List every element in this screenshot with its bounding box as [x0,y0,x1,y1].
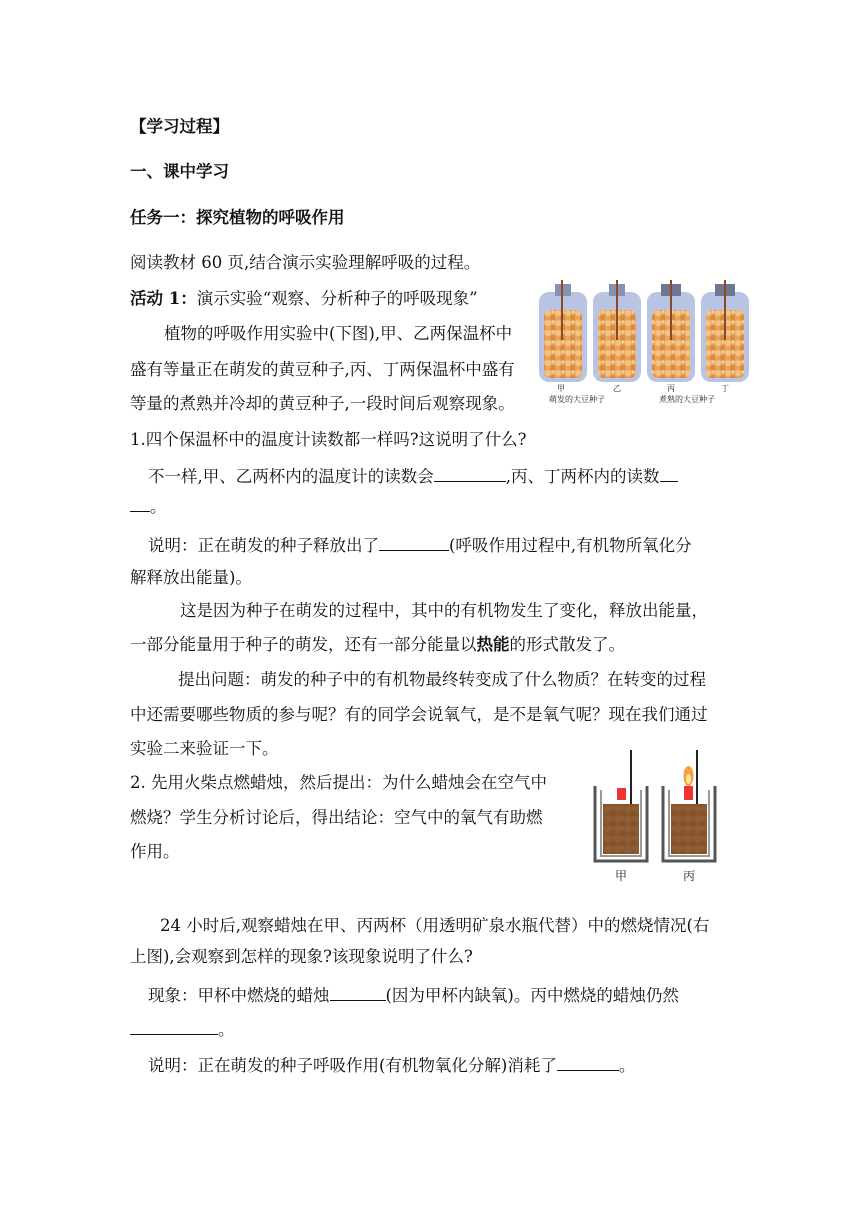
explain-2-end: 。 [618,1056,636,1075]
cup-yi [593,280,641,382]
part-title: 一、课中学习 [130,162,229,181]
jar-label-jia: 甲 [615,869,628,883]
explain-2-part1: 说明：正在萌发的种子呼吸作用(有机物氧化分解)消耗了 [148,1056,557,1075]
task-title: 任务一：探究植物的呼吸作用 [130,208,345,227]
observe-line-1: 24 小时后,观察蜡烛在甲、丙两杯（用透明矿泉水瓶代替）中的燃烧情况(右 [160,916,710,935]
explain-1-part2: (呼吸作用过程中,有机物所氧化分 [449,536,692,555]
cup-label-yi: 乙 [613,384,621,393]
phenomenon-end: 。 [218,1020,235,1039]
cup-label-jia: 甲 [557,384,565,393]
q2-line-3: 作用。 [130,842,180,861]
explain-blank-1[interactable] [379,532,449,551]
question-1: 1.四个保温杯中的温度计读数都一样吗?这说明了什么? [130,430,527,449]
phenomenon-blank-1[interactable] [330,982,386,1001]
phenomenon [148,982,748,1008]
explain-2 [148,1052,748,1078]
answer-1-cont [130,493,730,519]
section-header: 【学习过程】 [130,117,229,136]
cup-jia [539,280,587,382]
question-line-3: 实验二来验证一下。 [130,739,279,758]
jar-bing [663,750,715,861]
explain-1 [148,532,748,558]
candle-jars-figure [585,746,735,886]
phenomenon-part2: (因为甲杯内缺氧)。丙中燃烧的蜡烛仍然 [385,986,679,1005]
answer-blank-1[interactable] [434,463,506,482]
para-energy-line-1: 这是因为种子在萌发的过程中，其中的有机物发生了变化，释放出能量， [180,601,708,620]
intro-line-2: 盛有等量正在萌发的黄豆种子,丙、丁两保温杯中盛有 [130,360,515,379]
jar-label-bing: 丙 [683,869,696,883]
activity1-label: 活动 1： [130,289,197,308]
question-line-1: 提出问题：萌发的种子中的有机物最终转变成了什么物质？在转变的过程 [178,670,706,689]
answer-1-part2: ,丙、丁两杯内的读数 [505,467,660,486]
group-label-sprouting: 萌发的大豆种子 [549,395,605,404]
answer-blank-2a[interactable] [660,463,678,482]
intro-line-3: 等量的煮熟并冷却的黄豆种子,一段时间后观察现象。 [130,394,515,413]
cup-label-bing: 丙 [667,384,675,393]
cup-bing [647,280,695,382]
answer-1 [148,463,748,489]
q2-line-1: 2. 先用火柴点燃蜡烛，然后提出：为什么蜡烛会在空气中 [130,773,547,792]
read-instruction: 阅读教材 60 页,结合演示实验理解呼吸的过程。 [130,253,481,272]
answer-1-end: 。 [150,497,167,516]
observe-line-2: 上图),会观察到怎样的现象?该现象说明了什么? [130,947,473,966]
intro-line-1: 植物的呼吸作用实验中(下图),甲、乙两保温杯中 [164,324,513,343]
explain-blank-2[interactable] [557,1052,619,1071]
group-label-boiled: 煮熟的大豆种子 [659,395,715,404]
answer-blank-2b[interactable] [130,493,150,512]
question-line-2: 中还需要哪些物质的参与呢？有的同学会说氧气，是不是氧气呢？现在我们通过 [130,705,708,724]
thermos-cups-figure [535,280,750,406]
para-energy-line-2 [130,633,730,657]
phenomenon-blank-2[interactable] [130,1016,218,1035]
phenomenon-part1: 现象：甲杯中燃烧的蜡烛 [148,986,330,1005]
explain-1-part1: 说明：正在萌发的种子释放出了 [148,536,379,555]
answer-1-part1: 不一样,甲、乙两杯内的温度计的读数会 [148,467,434,486]
cup-label-ding: 丁 [721,384,729,393]
jar-jia [595,750,647,861]
heat-energy-term: 热能 [476,635,510,654]
cup-ding [701,280,749,382]
para-energy-2b: 的形式散发了。 [509,635,625,654]
activity1-text: 演示实验“观察、分析种子的呼吸现象” [196,289,478,308]
q2-line-2: 燃烧？学生分析讨论后，得出结论：空气中的氧气有助燃 [130,808,543,827]
phenomenon-cont [130,1016,730,1042]
para-energy-2a: 一部分能量用于种子的萌发，还有一部分能量以 [130,635,477,654]
explain-1-line2: 解释放出能量)。 [130,568,252,587]
